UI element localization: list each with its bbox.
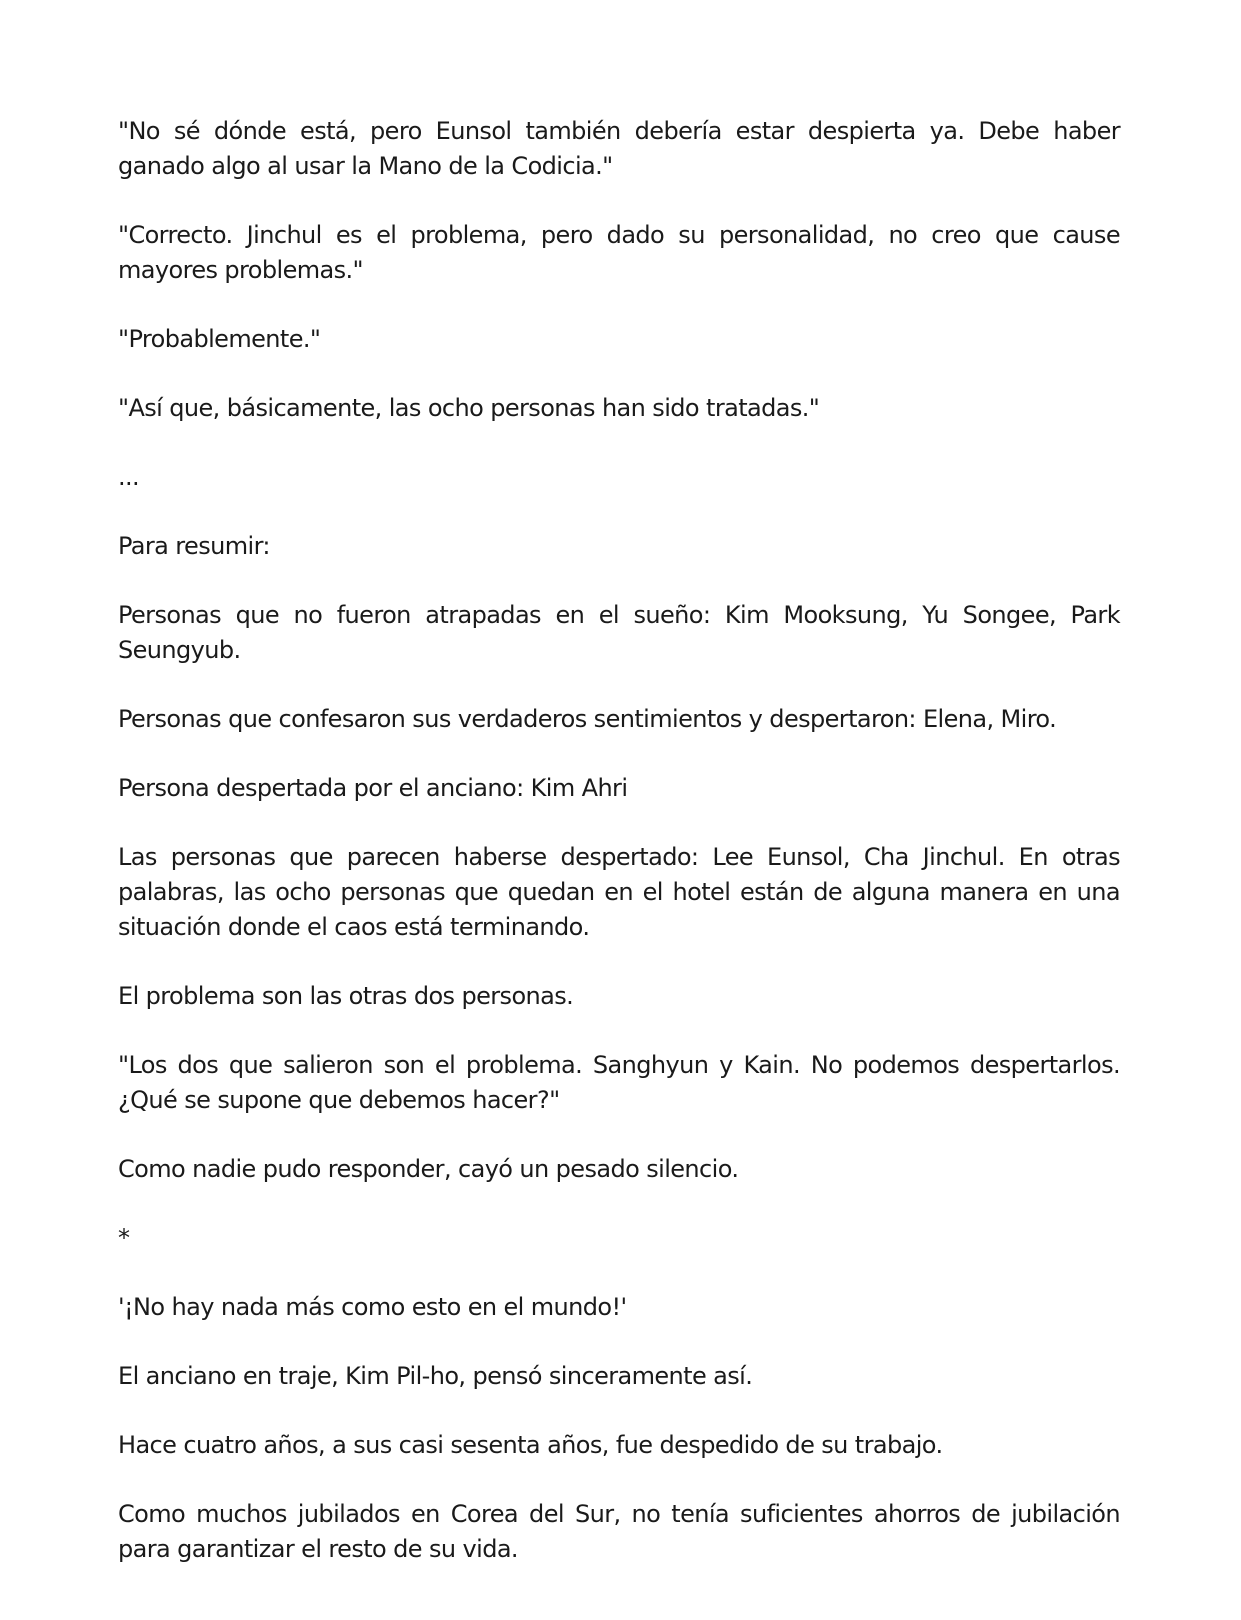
paragraph: "No sé dónde está, pero Eunsol también debería estar despierta ya. Debe haber ganado algo al usar la Mano de la Codicia.": [118, 117, 1120, 180]
paragraph: Como nadie pudo responder, cayó un pesado silencio.: [118, 1155, 739, 1183]
paragraph: "Probablemente.": [118, 325, 321, 353]
paragraph: Personas que confesaron sus verdaderos sentimientos y despertaron: Elena, Miro.: [118, 705, 1057, 733]
paragraph: '¡No hay nada más como esto en el mundo!': [118, 1293, 627, 1321]
paragraph: El problema son las otras dos personas.: [118, 982, 574, 1010]
paragraph: Para resumir:: [118, 532, 270, 560]
paragraph: "Los dos que salieron son el problema. Sanghyun y Kain. No podemos despertarlos. ¿Qué se supone que debemos hacer?": [118, 1051, 1120, 1114]
paragraph: El anciano en traje, Kim Pil-ho, pensó sinceramente así.: [118, 1362, 753, 1390]
scene-break: *: [118, 1224, 130, 1252]
paragraph: Persona despertada por el anciano: Kim Ahri: [118, 774, 628, 802]
section-ellipsis: ...: [118, 463, 140, 491]
document-body: [118, 114, 1120, 1601]
paragraph: "Correcto. Jinchul es el problema, pero dado su personalidad, no creo que cause mayores problemas.": [118, 221, 1120, 284]
paragraph: Personas que no fueron atrapadas en el sueño: Kim Mooksung, Yu Songee, Park Seungyub.: [118, 601, 1120, 664]
paragraph: Las personas que parecen haberse despertado: Lee Eunsol, Cha Jinchul. En otras palabras, las ocho personas que quedan en el hotel están de alguna manera en una situación donde el caos está terminando.: [118, 843, 1120, 941]
paragraph: "Así que, básicamente, las ocho personas han sido tratadas.": [118, 394, 820, 422]
paragraph: Hace cuatro años, a sus casi sesenta años, fue despedido de su trabajo.: [118, 1431, 943, 1459]
paragraph: Como muchos jubilados en Corea del Sur, no tenía suficientes ahorros de jubilación para garantizar el resto de su vida.: [118, 1500, 1120, 1563]
